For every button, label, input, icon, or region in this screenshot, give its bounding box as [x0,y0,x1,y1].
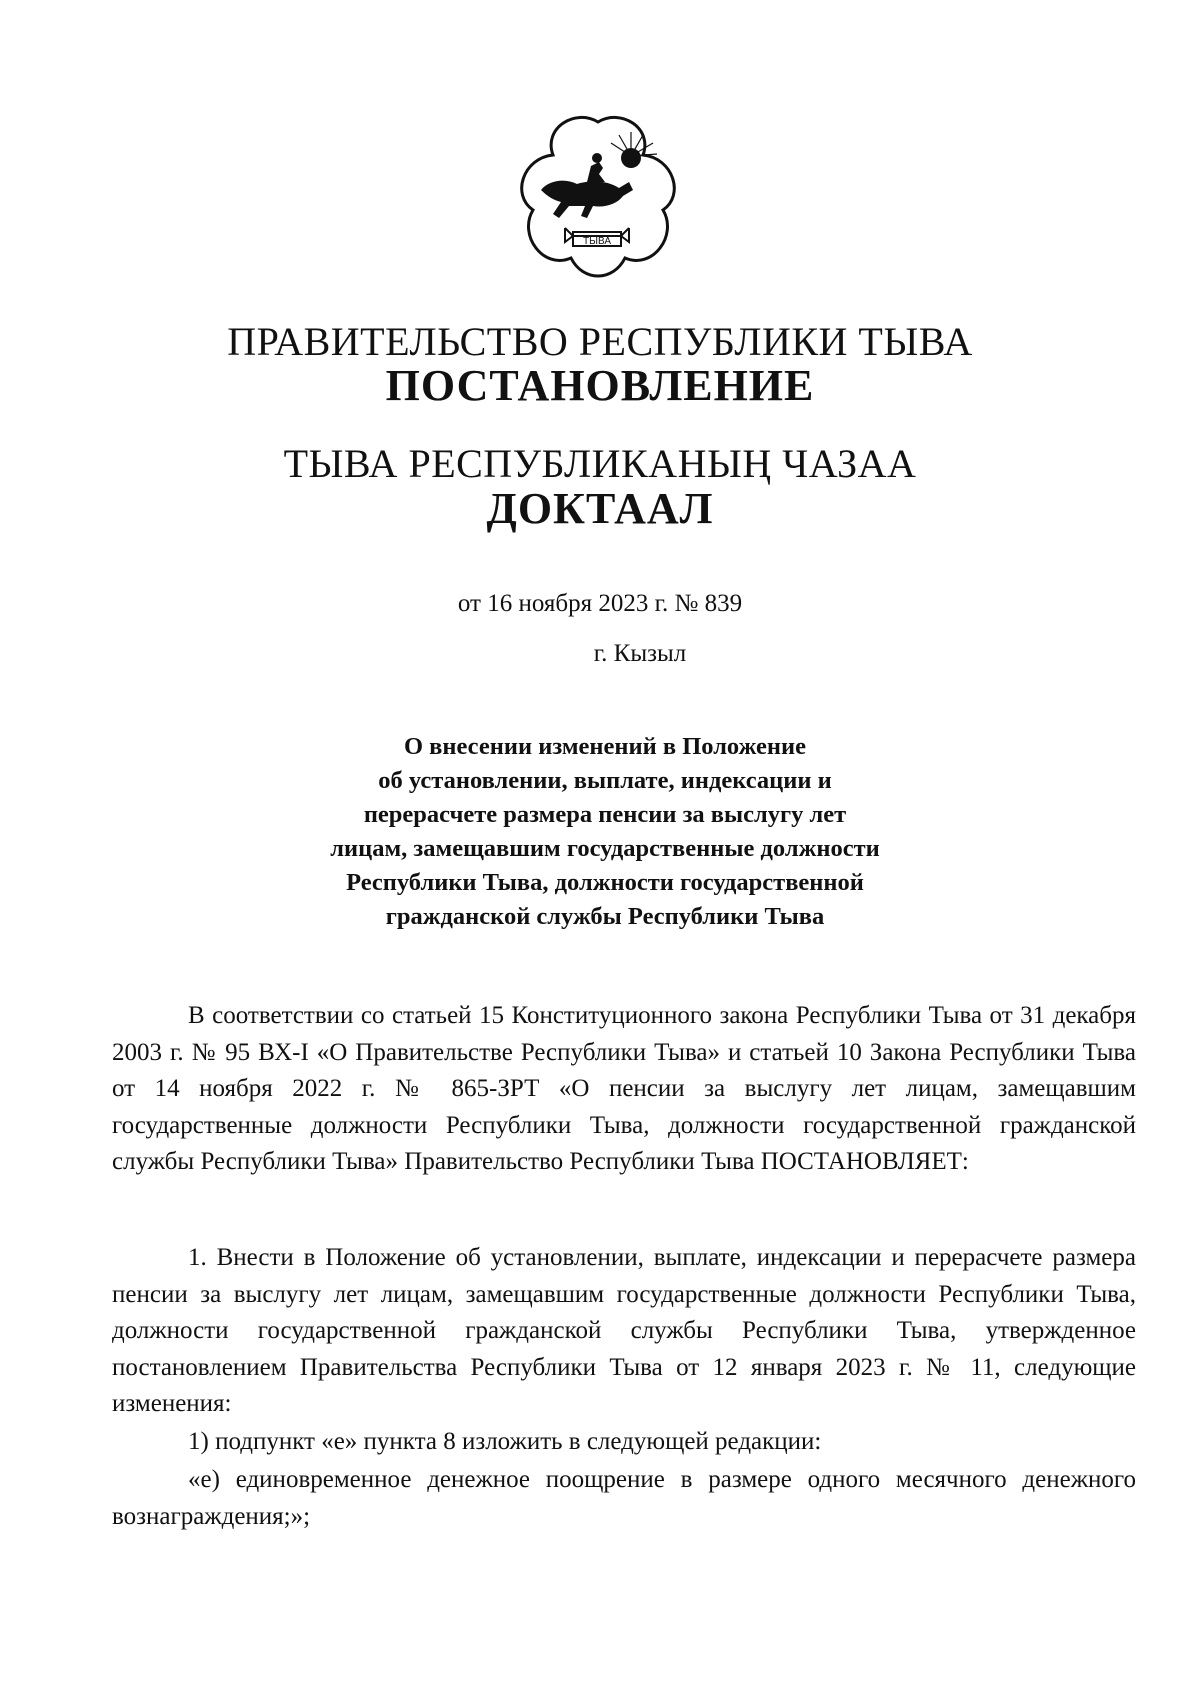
subitem-1-text: 1) подпункт «е» пункта 8 изложить в следующей редакции: [188,1428,822,1455]
document-title [260,730,950,934]
government-name-ru: ПРАВИТЕЛЬСТВО РЕСПУБЛИКИ ТЫВА [227,319,973,364]
emblem-ribbon-text: ТЫВА [583,236,611,247]
tyva-emblem [513,110,683,280]
quote-text: «е) единовременное денежное поощрение в размере одного месячного денежного вознаграждения;»; [112,1466,1136,1530]
quote-paragraph [112,1462,1136,1535]
document-type-ru: ПОСТАНОВЛЕНИЕ [385,361,815,410]
title-line: гражданской службы Республики Тыва [385,903,825,930]
government-name-tyv: ТЫВА РЕСПУБЛИКАНЫҢ ЧАЗАА [283,441,917,486]
document-city: г. Кызыл [593,640,687,667]
title-line: Республики Тыва, должности государственной [346,869,864,896]
item-1-text: 1. Внести в Положение об установлении, выплате, индексации и перерасчете размера пенсии за выслугу лет лицам, замещавшим государственные должности Республики Тыва, должности государственной гражданской службы Республики Тыва, утвержденное постановлением Правительства Республики Тыва от 12 января 2023 г. № 11, следующие изменения: [112,1244,1136,1417]
title-line: перерасчете размера пенсии за выслугу лет [363,801,847,828]
item-1-paragraph [112,1240,1136,1423]
preamble-text: В соответствии со статьей 15 Конституционного закона Республики Тыва от 31 декабря 2003 г. № 95 ВХ-I «О Правительстве Республики Тыва» и статьей 10 Закона Республики Тыва от 14 ноября 2022 г. № 865-ЗРТ «О пенсии за выслугу лет лицам, замещавшим государственные должности Республики Тыва, должности государственной гражданской службы Республики Тыва» Правительство Республики Тыва ПОСТАНОВЛЯЕТ: [112,1002,1136,1175]
preamble-paragraph [112,998,1136,1181]
document-date-number: от 16 ноября 2023 г. № 839 [457,590,743,617]
subitem-1-paragraph [112,1424,1136,1461]
title-line: об установлении, выплате, индексации и [378,767,832,794]
document-type-tyv: ДОКТААЛ [486,484,714,533]
title-line: лицам, замещавшим государственные должности [330,835,880,862]
title-line: О внесении изменений в Положение [403,733,806,760]
